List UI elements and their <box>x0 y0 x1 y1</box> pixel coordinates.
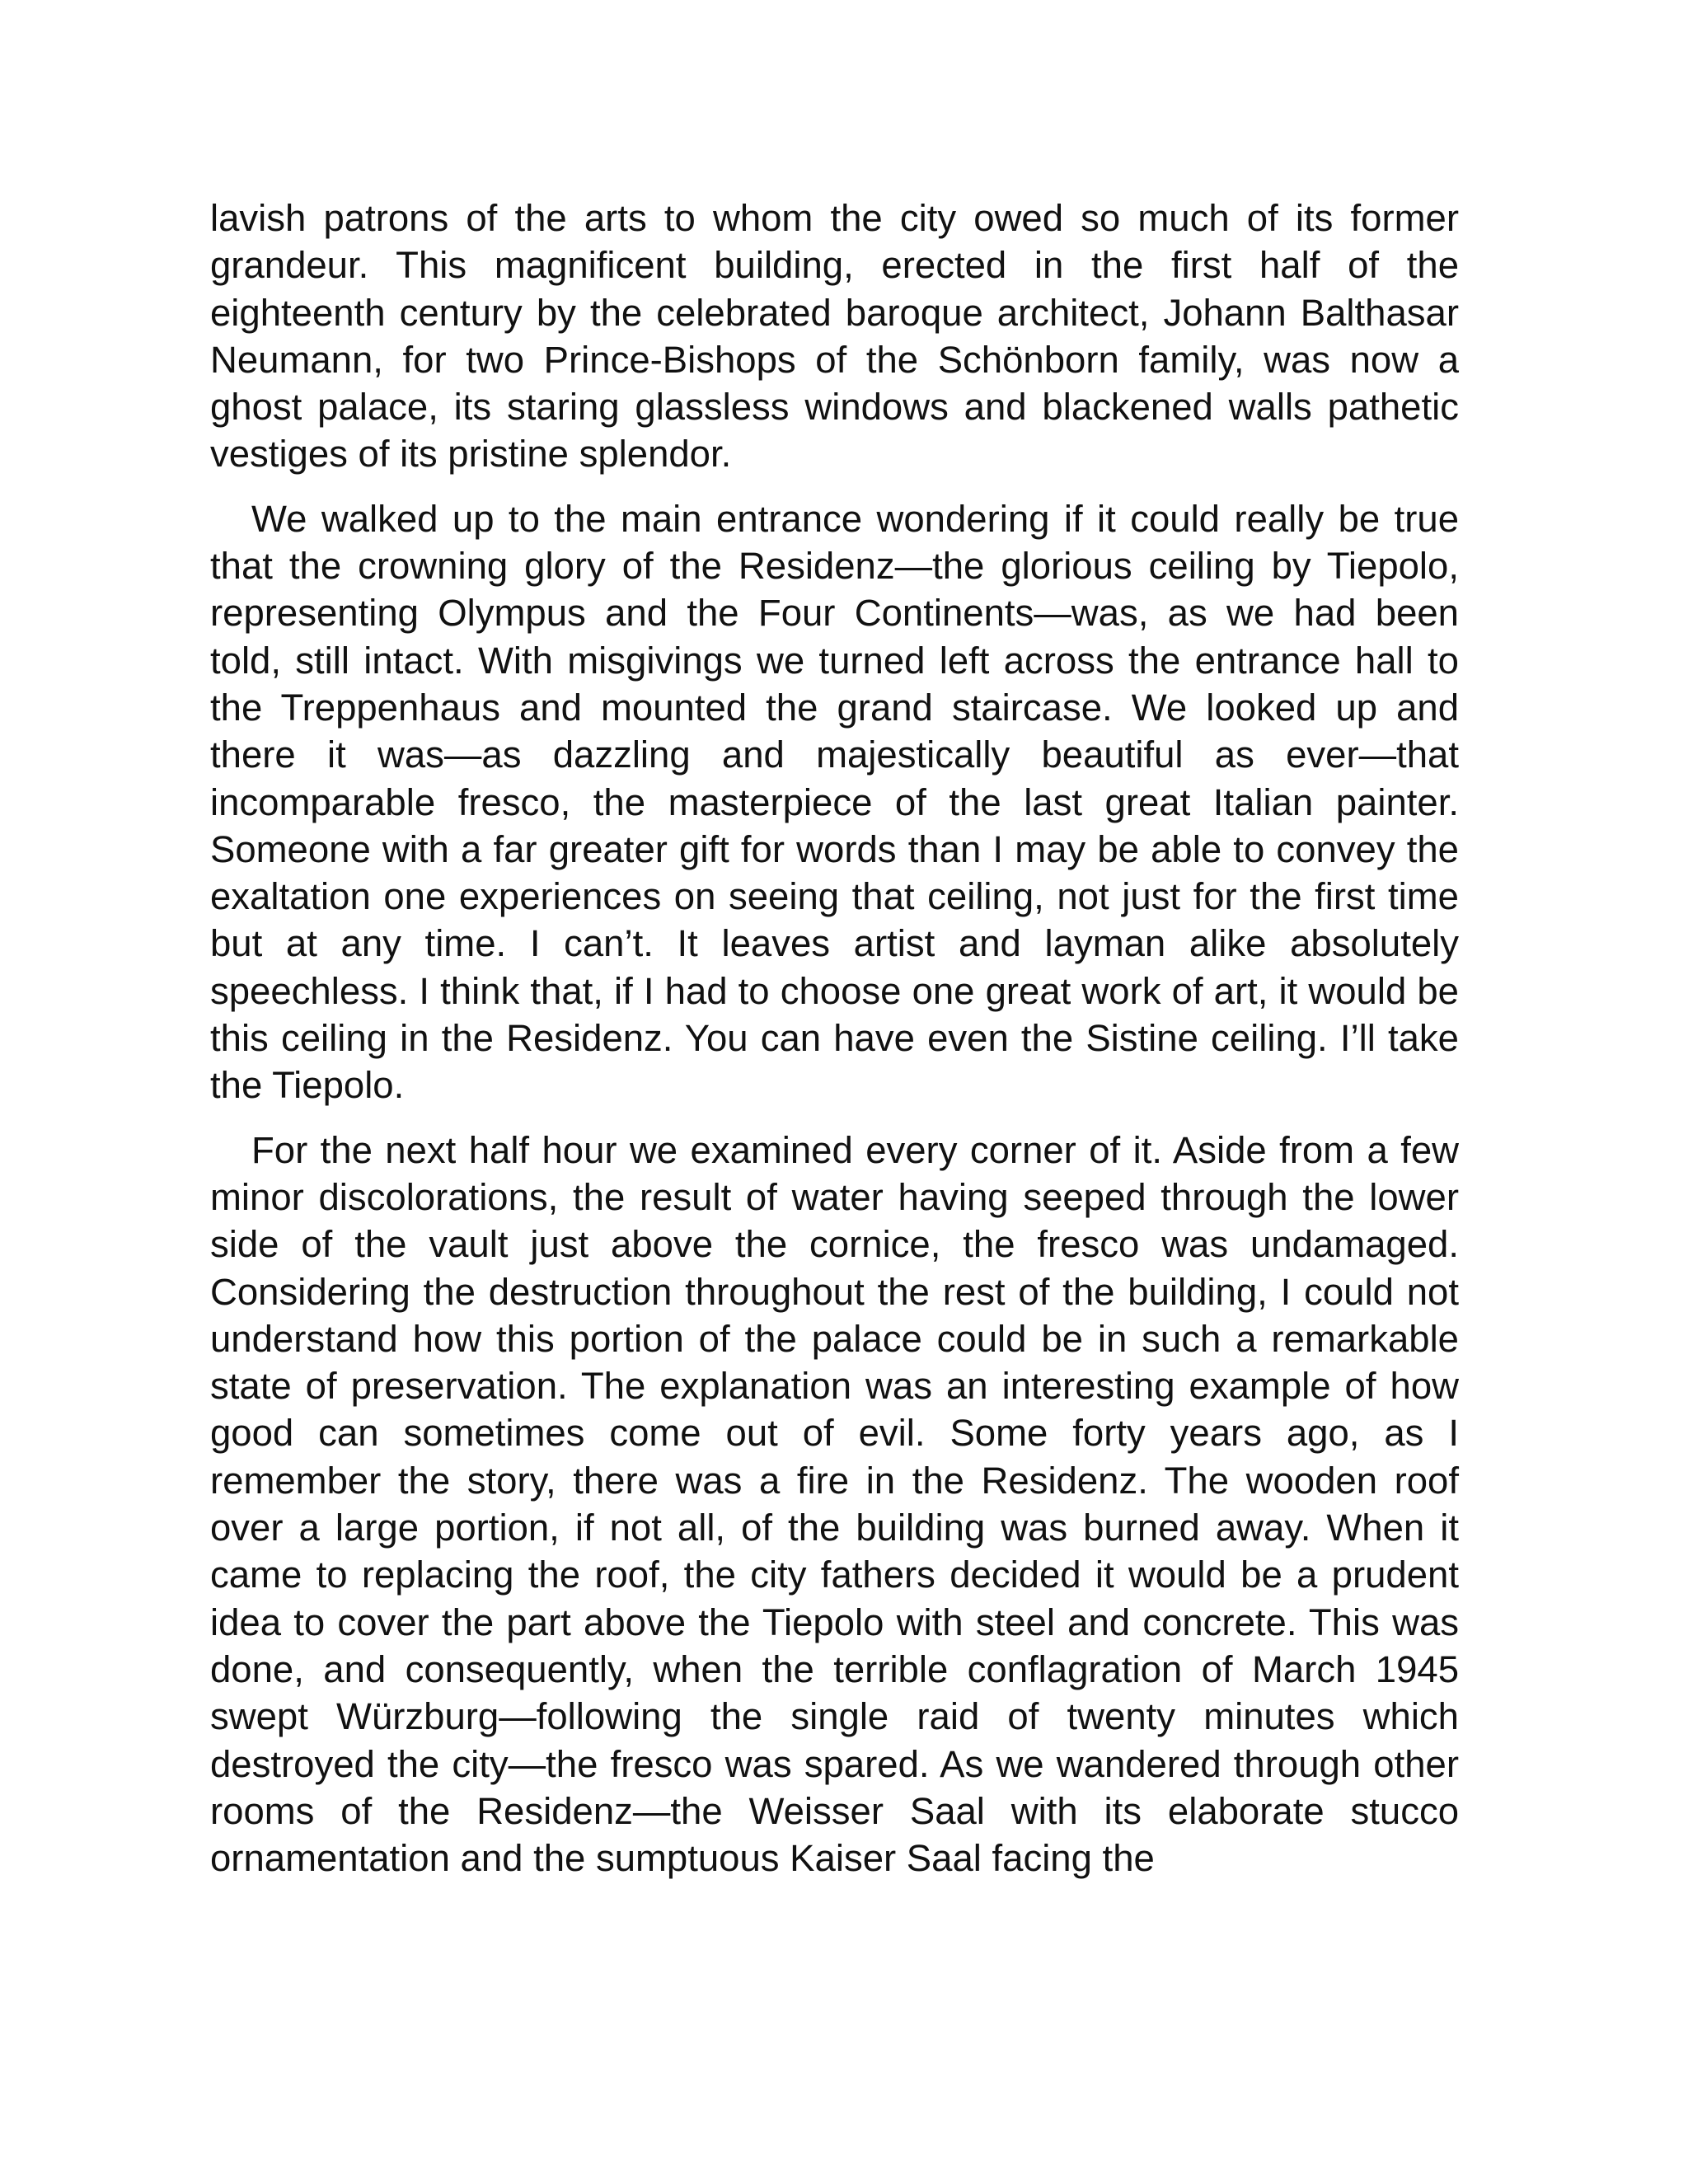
paragraph-continuation: lavish patrons of the arts to whom the city owed so much of its former grandeur. This magnificent building, erected in the first half of the eighteenth century by the celebrated baroque architect, Johann Balthasar Neumann, for two Prince-Bishops of the Schönborn family, was now a ghost palace, its staring glassless windows and blackened walls pathetic vestiges of its pristine splendor. <box>210 197 1459 476</box>
paragraph-tiepolo-ceiling: We walked up to the main entrance wondering if it could really be true that the crowning glory of the Residenz—the glorious ceiling by Tiepolo, representing Olympus and the Four Continents—was, as we had been told, still intact. With misgivings we turned left across the entrance hall to the Treppenhaus and mounted the grand staircase. We looked up and there it was—as dazzling and majestically beautiful as ever—that incomparable fresco, the masterpiece of the last great Italian painter. Someone with a far greater gift for words than I may be able to convey the exaltation one experiences on seeing that ceiling, not just for the first time but at any time. I can’t. It leaves artist and layman alike absolutely speechless. I think that, if I had to choose one great work of art, it would be this ceiling in the Residenz. You can have even the Sistine ceiling. I’ll take the Tiepolo. <box>210 497 1459 1107</box>
paragraph-fresco-preservation: For the next half hour we examined every corner of it. Aside from a few minor discolorations, the result of water having seeped through the lower side of the vault just above the cornice, the fresco was undamaged. Considering the destruction throughout the rest of the building, I could not understand how this portion of the palace could be in such a remarkable state of preservation. The explanation was an interesting example of how good can sometimes come out of evil. Some forty years ago, as I remember the story, there was a fire in the Residenz. The wooden roof over a large portion, if not all, of the building was burned away. When it came to replacing the roof, the city fathers decided it would be a prudent idea to cover the part above the Tiepolo with steel and concrete. This was done, and consequently, when the terrible conflagration of March 1945 swept Würzburg—following the single raid of twenty minutes which destroyed the city—the fresco was spared. As we wandered through other rooms of the Residenz—the Weisser Saal with its elaborate stucco ornamentation and the sumptuous Kaiser Saal facing the <box>210 1128 1459 1880</box>
page-body <box>210 194 1459 1882</box>
